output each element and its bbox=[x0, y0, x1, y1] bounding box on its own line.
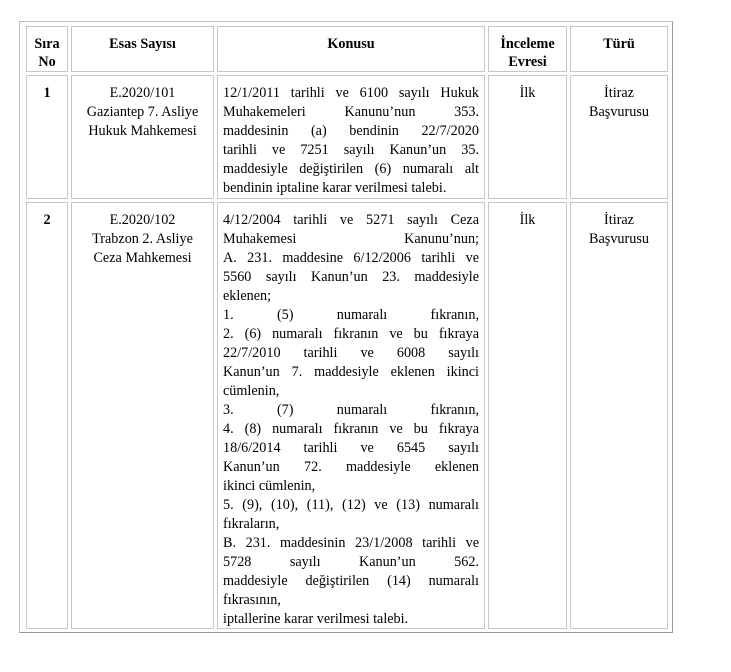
row1-konusu bbox=[217, 75, 485, 199]
header-inceleme-line1: İnceleme bbox=[500, 36, 555, 52]
row2-inceleme-evresi: İlk bbox=[488, 202, 567, 629]
header-sira-line2: No bbox=[38, 54, 56, 70]
row1-konusu-line: bendinin iptaline karar verilmesi talebi. bbox=[223, 180, 447, 196]
row2-konusu-line: 5728 sayılı Kanun’un 562. bbox=[223, 554, 479, 570]
header-inceleme-evresi bbox=[488, 26, 567, 72]
row2-turu-line: Başvurusu bbox=[589, 231, 649, 247]
row2-konusu-line: iptallerine karar verilmesi talebi. bbox=[223, 611, 409, 627]
row2-esas-line: E.2020/102 bbox=[109, 212, 176, 228]
row1-esas-sayisi bbox=[71, 75, 214, 199]
row2-konusu-line: B. 231. maddesinin 23/1/2008 tarihli ve bbox=[223, 535, 479, 551]
row1-esas-line: Hukuk Mahkemesi bbox=[88, 123, 197, 139]
row1-konusu-line: maddesiyle değiştirilen (6) numaralı alt bbox=[223, 161, 479, 177]
row2-konusu-line: fıkrasının, bbox=[223, 592, 281, 608]
row2-konusu-line: fıkraların, bbox=[223, 516, 280, 532]
row2-konusu-line: Kanun’un 7. maddesiyle eklenen ikinci bbox=[223, 364, 479, 380]
row1-konusu-line: tarihli ve 7251 sayılı Kanun’un 35. bbox=[223, 142, 479, 158]
row2-konusu-line: 3. (7) numaralı fıkranın, bbox=[223, 402, 479, 418]
row1-turu bbox=[570, 75, 668, 199]
header-sira-line1: Sıra bbox=[34, 36, 60, 52]
row2-konusu-line: A. 231. maddesine 6/12/2006 tarihli ve bbox=[223, 250, 479, 266]
header-esas-sayisi: Esas Sayısı bbox=[71, 26, 214, 72]
row2-konusu-line: Kanun’un 72. maddesiyle eklenen bbox=[223, 459, 479, 475]
row2-konusu-line: 18/6/2014 tarihli ve 6545 sayılı bbox=[223, 440, 479, 456]
row1-konusu-line: 12/1/2011 tarihli ve 6100 sayılı Hukuk bbox=[223, 85, 479, 101]
row1-no: 1 bbox=[26, 75, 68, 199]
row1-esas-line: E.2020/101 bbox=[109, 85, 176, 101]
row1-inceleme-evresi: İlk bbox=[488, 75, 567, 199]
row1-turu-line: İtiraz bbox=[604, 85, 634, 101]
row1-konusu-line: maddesinin (a) bendinin 22/7/2020 bbox=[223, 123, 479, 139]
row2-esas-sayisi bbox=[71, 202, 214, 629]
row2-esas-line: Ceza Mahkemesi bbox=[93, 250, 192, 266]
row1-turu-line: Başvurusu bbox=[589, 104, 649, 120]
row2-konusu-line: 2. (6) numaralı fıkranın ve bu fıkraya bbox=[223, 326, 479, 342]
row2-konusu bbox=[217, 202, 485, 629]
row2-konusu-line: 5560 sayılı Kanun’un 23. maddesiyle bbox=[223, 269, 479, 285]
row2-konusu-line: 22/7/2010 tarihli ve 6008 sayılı bbox=[223, 345, 479, 361]
header-sira-no bbox=[26, 26, 68, 72]
row2-konusu-line: eklenen; bbox=[223, 288, 272, 304]
header-inceleme-line2: Evresi bbox=[508, 54, 547, 70]
row2-turu bbox=[570, 202, 668, 629]
row2-konusu-line: 1. (5) numaralı fıkranın, bbox=[223, 307, 479, 323]
row2-konusu-line: 5. (9), (10), (11), (12) ve (13) numaralı bbox=[223, 497, 479, 513]
row2-konusu-line: Muhakemesi Kanunu’nun; bbox=[223, 231, 479, 247]
row2-konusu-line: ikinci cümlenin, bbox=[223, 478, 316, 494]
row2-konusu-line: cümlenin, bbox=[223, 383, 280, 399]
row1-konusu-line: Muhakemeleri Kanunu’nun 353. bbox=[223, 104, 479, 120]
row2-konusu-line: 4. (8) numaralı fıkranın ve bu fıkraya bbox=[223, 421, 479, 437]
row1-esas-line: Gaziantep 7. Asliye bbox=[86, 104, 199, 120]
header-turu: Türü bbox=[570, 26, 668, 72]
row2-konusu-line: 4/12/2004 tarihli ve 5271 sayılı Ceza bbox=[223, 212, 479, 228]
row2-esas-line: Trabzon 2. Asliye bbox=[92, 231, 193, 247]
row2-no: 2 bbox=[26, 202, 68, 629]
header-konusu: Konusu bbox=[217, 26, 485, 72]
row2-turu-line: İtiraz bbox=[604, 212, 634, 228]
row2-konusu-line: maddesiyle değiştirilen (14) numaralı bbox=[223, 573, 479, 589]
